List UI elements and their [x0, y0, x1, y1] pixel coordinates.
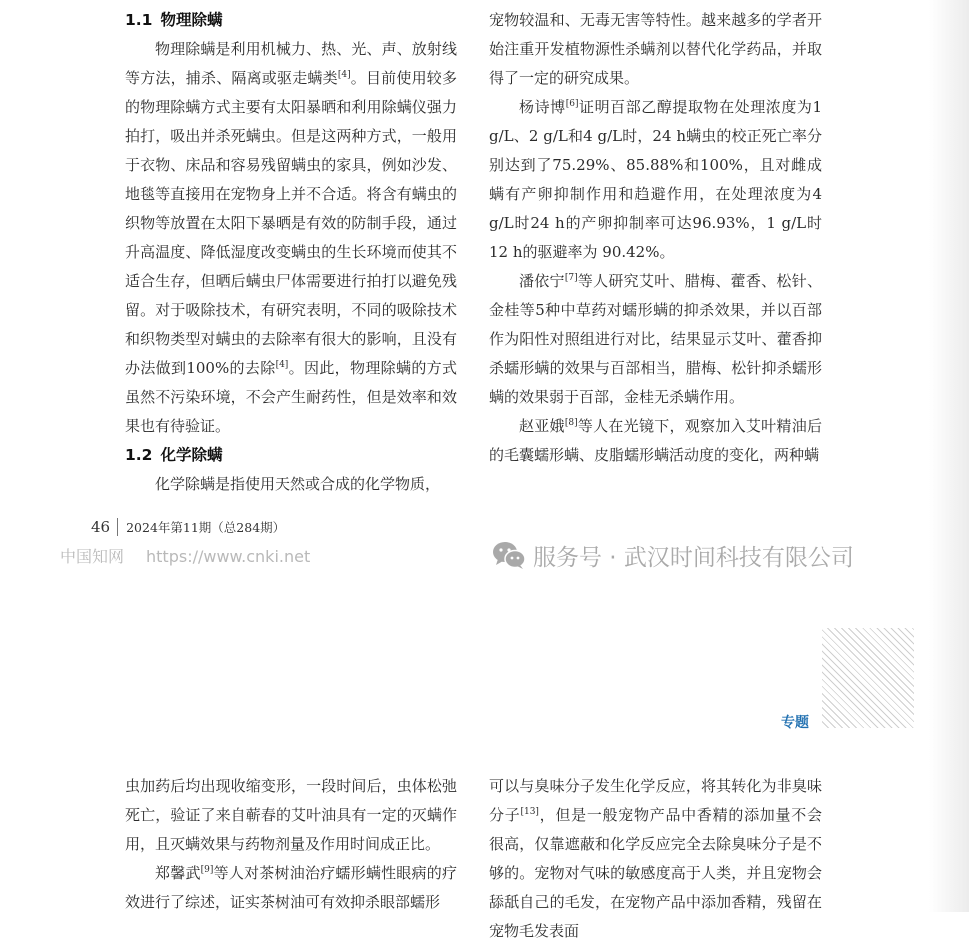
- site-name: 中国知网: [60, 547, 125, 566]
- paragraph: 赵亚娥[8]等人在光镜下，观察加入艾叶精油后的毛囊蠕形螨、皮脂蠕形螨活动度的变化，两种螨: [489, 417, 822, 464]
- page-footer: [91, 516, 285, 538]
- section-heading-1-1: 1.1 物理除螨: [125, 11, 223, 29]
- citation: [4]: [275, 360, 289, 370]
- paragraph: 虫加药后均出现收缩变形，一段时间后，虫体松弛死亡，验证了来自蕲春的艾叶油具有一定的灭螨作用，且灭螨效果与药物剂量及作用时间成正比。: [125, 777, 457, 853]
- lower-left-column: [125, 772, 457, 917]
- topic-label: 专题: [781, 715, 809, 731]
- service-watermark: [491, 539, 854, 571]
- site-url: https://www.cnki.net: [146, 547, 311, 566]
- wechat-icon: [491, 540, 527, 570]
- paragraph: 物理除螨是利用机械力、热、光、声、放射线等方法，捕杀、隔离或驱走螨类[4]。目前使用较多的物理除螨方式主要有太阳暴晒和利用除螨仪强力拍打，吸出并杀死螨虫。但是这两种方式，一般用于衣物、床品和容易残留螨虫的家具，例如沙发、地毯等直接用在宠物身上并不合适。将含有螨虫的织物等放置在太阳下暴晒是有效的防制手段，通过升高温度、降低湿度改变螨虫的生长环境而使其不适合生存，但晒后螨虫尸体需要进行拍打以避免残留。对于吸除技术，有研究表明，不同的吸除技术和织物类型对螨虫的去除率有很大的影响，且没有办法做到100%的去除[4]。因此，物理除螨的方式虽然不污染环境，不会产生耐药性，但是效率和效果也有待验证。: [125, 40, 457, 435]
- citation: [9]: [200, 865, 214, 875]
- paragraph: 化学除螨是指使用天然或合成的化学物质，: [155, 475, 441, 493]
- paragraph: 杨诗博[6]证明百部乙醇提取物在处理浓度为1 g/L、2 g/L和4 g/L时，24 h螨虫的校正死亡率分别达到了75.29%、85.88%和100%，且对雌成螨有产卵抑制作用和趋避作用，在处理浓度为4 g/L时24 h的产卵抑制率可达96.93%，1 g/L时12 h的驱避率为 90.42%。: [489, 98, 822, 261]
- issue-info: 2024年第11期（总284期）: [126, 520, 286, 535]
- citation: [7]: [564, 273, 578, 283]
- section-heading-1-2: 1.2 化学除螨: [125, 446, 223, 464]
- citation: [6]: [565, 99, 579, 109]
- citation: [13]: [520, 807, 539, 817]
- lower-right-column: [489, 772, 822, 946]
- page-number: 46: [91, 518, 118, 536]
- upper-left-column: [125, 6, 457, 499]
- upper-right-column: [489, 6, 822, 470]
- paragraph: 宠物较温和、无毒无害等特性。越来越多的学者开始注重开发植物源性杀螨剂以替代化学药品，并取得了一定的研究成果。: [489, 11, 822, 87]
- paragraph: 郑馨武[9]等人对茶树油治疗蠕形螨性眼病的疗效进行了综述，证实茶树油可有效抑杀眼部蠕形: [125, 864, 457, 911]
- citation: [4]: [337, 70, 351, 80]
- paragraph: 潘依宁[7]等人研究艾叶、腊梅、藿香、松针、金桂等5种中草药对蠕形螨的抑杀效果，并以百部作为阳性对照组进行对比，结果显示艾叶、藿香抑杀蠕形螨的效果与百部相当，腊梅、松针抑杀蠕形螨的效果弱于百部，金桂无杀螨作用。: [489, 272, 822, 406]
- cnki-watermark: [60, 544, 310, 567]
- citation: [8]: [564, 418, 578, 428]
- paragraph: 可以与臭味分子发生化学反应，将其转化为非臭味分子[13]，但是一般宠物产品中香精的添加量不会很高，仅靠遮蔽和化学反应完全去除臭味分子是不够的。宠物对气味的敏感度高于人类，并且宠物会舔舐自己的毛发，在宠物产品中添加香精，残留在宠物毛发表面: [489, 777, 822, 940]
- hatch-decoration: [822, 628, 914, 728]
- service-text: 服务号 · 武汉时间科技有限公司: [533, 544, 854, 571]
- page-edge-shadow: [929, 0, 969, 912]
